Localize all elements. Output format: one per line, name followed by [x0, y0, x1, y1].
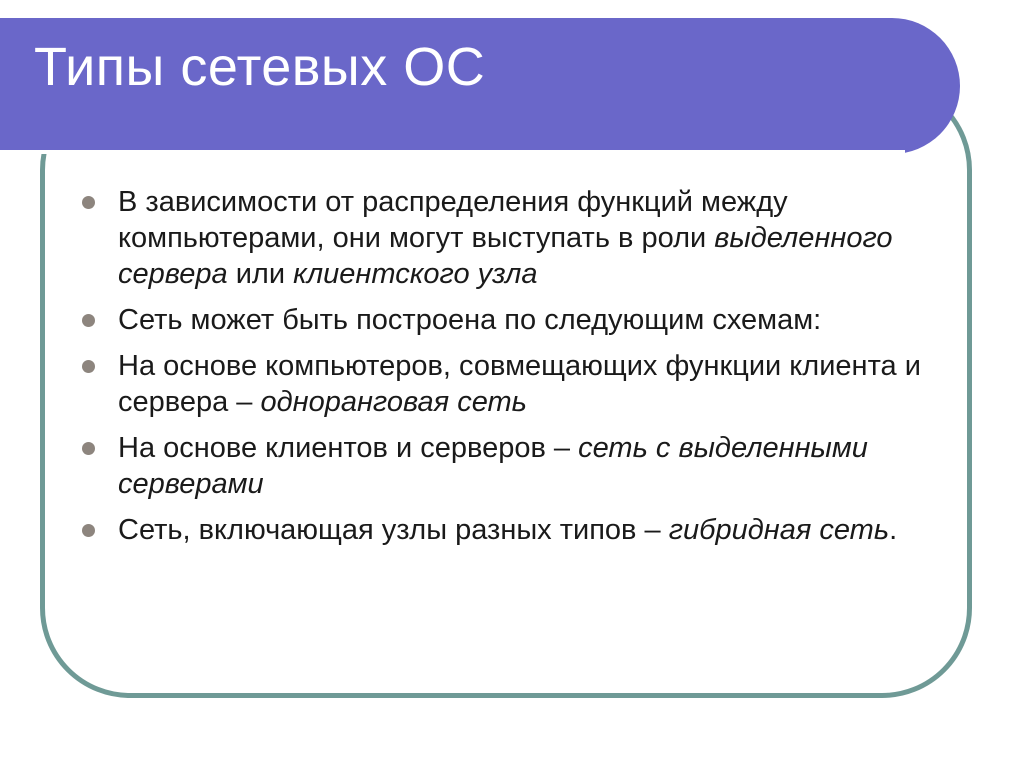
bullet-list [80, 184, 950, 558]
bullet-item [80, 184, 950, 292]
bullet-dot-icon [82, 314, 95, 327]
text-run: . [889, 514, 898, 546]
bullet-text [118, 514, 897, 546]
bullet-text [118, 432, 868, 500]
bullet-text [118, 350, 921, 418]
bullet-item [80, 348, 950, 420]
bullet-dot-icon [82, 360, 95, 373]
title-underline [0, 150, 905, 154]
slide-title: Типы сетевых ОС [34, 37, 486, 97]
bullet-dot-icon [82, 442, 95, 455]
text-run-italic: гибридная сеть [668, 514, 890, 546]
text-run-italic: выделенного сервера [118, 222, 893, 290]
text-run-italic: одноранговая сеть [260, 386, 527, 418]
bullet-item [80, 302, 950, 338]
text-run: Сеть, включающая узлы разных типов – [118, 514, 669, 546]
bullet-item [80, 512, 950, 548]
text-run: или [227, 258, 294, 290]
text-run: На основе компьютеров, совмещающих функции клиента и сервера – [118, 350, 921, 418]
text-run: Сеть может быть построена по следующим схемам: [118, 304, 822, 336]
bullet-dot-icon [82, 524, 95, 537]
bullet-text [118, 304, 821, 336]
bullet-text [118, 186, 893, 290]
text-run-italic: клиентского узла [293, 258, 538, 290]
text-run: В зависимости от распределения функций между компьютерами, они могут выступать в роли [118, 186, 788, 254]
text-run-italic: сеть с выделенными серверами [118, 432, 868, 500]
bullet-dot-icon [82, 196, 95, 209]
text-run: На основе клиентов и серверов – [118, 432, 579, 464]
bullet-item [80, 430, 950, 502]
